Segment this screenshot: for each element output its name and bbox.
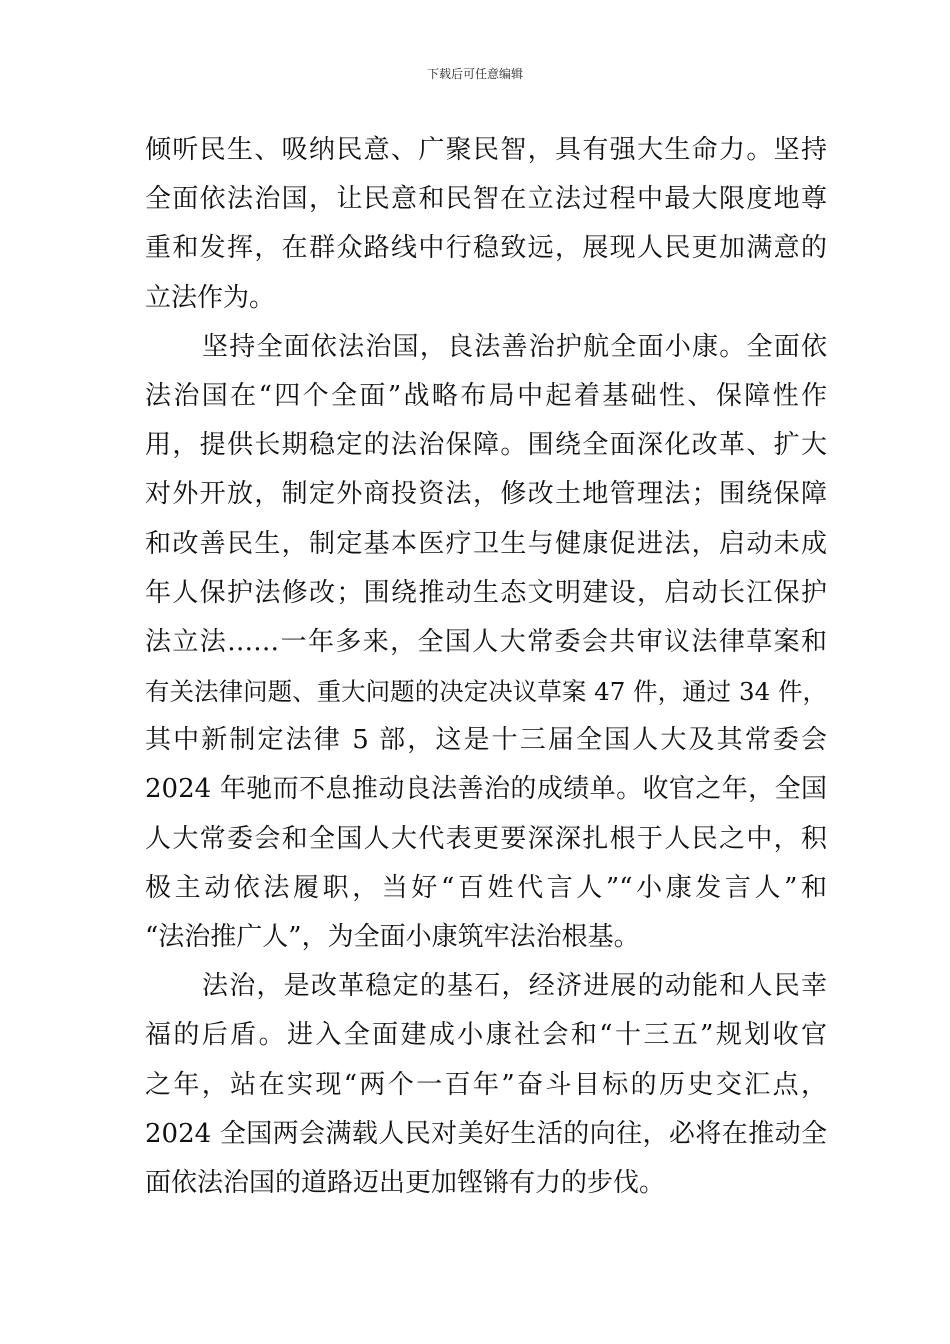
- text-line: “法治推广人”，为全面小康筑牢法治根基。: [145, 922, 640, 952]
- text-line: 全面依法治国，让民意和民智在立法过程中最大限度地尊: [145, 184, 827, 215]
- text-line: 法立法……一年多来，全国人大常委会共审议法律草案和: [145, 626, 827, 657]
- text-line: 重和发挥，在群众路线中行稳致远，展现人民更加满意的: [145, 233, 827, 264]
- text-line: 年人保护法修改；围绕推动生态文明建设，启动长江保护: [145, 577, 827, 608]
- text-line: 立法作为。: [145, 282, 276, 313]
- text-line: 面依法治国的道路迈出更加铿锵有力的步伐。: [145, 1167, 666, 1198]
- text-line: 坚持全面依法治国，良法善治护航全面小康。全面依: [202, 331, 827, 362]
- text-line: 法治，是改革稳定的基石，经济进展的动能和人民幸: [202, 971, 827, 1002]
- text-line: 人大常委会和全国人大代表更要深深扎根于人民之中，积: [145, 823, 827, 854]
- text-line: 对外开放，制定外商投资法，修改土地管理法；围绕保障: [145, 479, 827, 510]
- paragraph-1: [145, 126, 827, 323]
- text-line: 福的后盾。进入全面建成小康社会和“十三五”规划收官: [145, 1020, 827, 1051]
- text-line: 2024 全国两会满载人民对美好生活的向往，必将在推动全: [145, 1118, 827, 1149]
- page-header: 下载后可任意编辑: [426, 67, 523, 81]
- paragraph-2: [145, 323, 827, 962]
- document-body: [145, 126, 827, 1208]
- text-line: 其中新制定法律 5 部，这是十三届全国人大及其常委会: [145, 725, 827, 756]
- text-line: 和改善民生，制定基本医疗卫生与健康促进法，启动未成: [145, 528, 827, 559]
- text-line: 法治国在“四个全面”战略布局中起着基础性、保障性作: [145, 380, 827, 411]
- text-line: 用，提供长期稳定的法治保障。围绕全面深化改革、扩大: [145, 430, 827, 461]
- text-line: 极主动依法履职，当好“百姓代言人”“小康发言人”和: [145, 872, 827, 903]
- text-line: 倾听民生、吸纳民意、广聚民智，具有强大生命力。坚持: [145, 135, 827, 165]
- paragraph-3: [145, 962, 827, 1208]
- text-line: 2024 年驰而不息推动良法善治的成绩单。收官之年，全国: [145, 774, 827, 805]
- text-line: 有关法律问题、重大问题的决定决议草案 47 件，通过 34 件，: [145, 677, 827, 707]
- text-line: 之年，站在实现“两个一百年”奋斗目标的历史交汇点，: [145, 1069, 827, 1100]
